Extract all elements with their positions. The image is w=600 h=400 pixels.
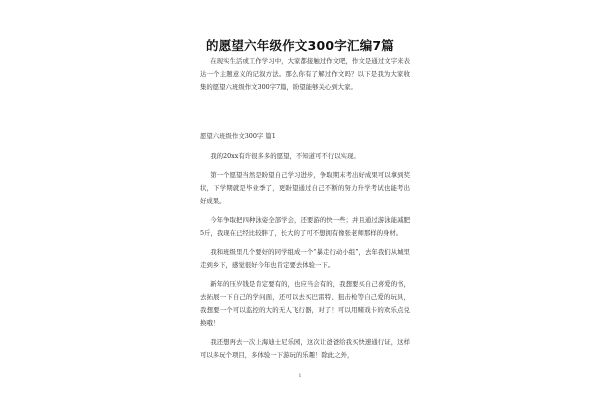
essay-section xyxy=(200,130,410,368)
intro-section xyxy=(200,55,410,94)
essay-paragraph-3: 今年争取把四种泳姿全部学会，还要游的快一些；并且通过游泳能减肥5斤，我现在已经比较胖了，长大的了可不想拥有像张老师那样的身材。 xyxy=(200,216,410,237)
page-number: 1 xyxy=(298,373,302,379)
essay-heading: 愿望六班级作文300字 篇1 xyxy=(200,132,276,140)
document-title: 的愿望六年级作文300字汇编7篇 xyxy=(206,38,394,53)
intro-paragraph: 在现实生活或工作学习中，大家都接触过作文吧，作文是通过文字来表达一个主题意义的记叙方法。那么你有了解过作文吗？以下是我为大家收集的愿望六班级作文300字7篇，盼望能够关心到大家。 xyxy=(200,57,410,91)
essay-paragraph-4: 我和班级里几个要好的同学组成一个“暴走行动小组”，去年我们从城里走到乡下，感觉很好今年也肯定要去体验一下。 xyxy=(200,248,410,269)
essay-paragraph-1: 我的20xx有许很多多的愿望，不知道可不行以实现。 xyxy=(210,152,360,160)
essay-paragraph-6: 我还想再去一次上海迪士尼乐园，这次让爸爸给我买快速通行证，这样可以多玩个项目，多体验一下游玩的乐趣！除此之外， xyxy=(200,338,410,359)
essay-paragraph-2: 第一个愿望当然是盼望自己学习进步，争取期末考出好成果可以拿到奖状，下学期就是毕业季了，更盼望通过自己不断的努力升学考试也能考出好成果。 xyxy=(200,171,410,205)
essay-paragraph-5: 新年的压岁钱是肯定要有的，也应当会有的，我想要买自己喜爱的书，去拓展一下自己的学问面，还可以去买巴雷特、狙击枪等自己爱的玩具，我想要一个可以监控的大的无人飞行器，对了！可以用赌戏卡的欢乐点兑换哦！ xyxy=(200,280,410,327)
